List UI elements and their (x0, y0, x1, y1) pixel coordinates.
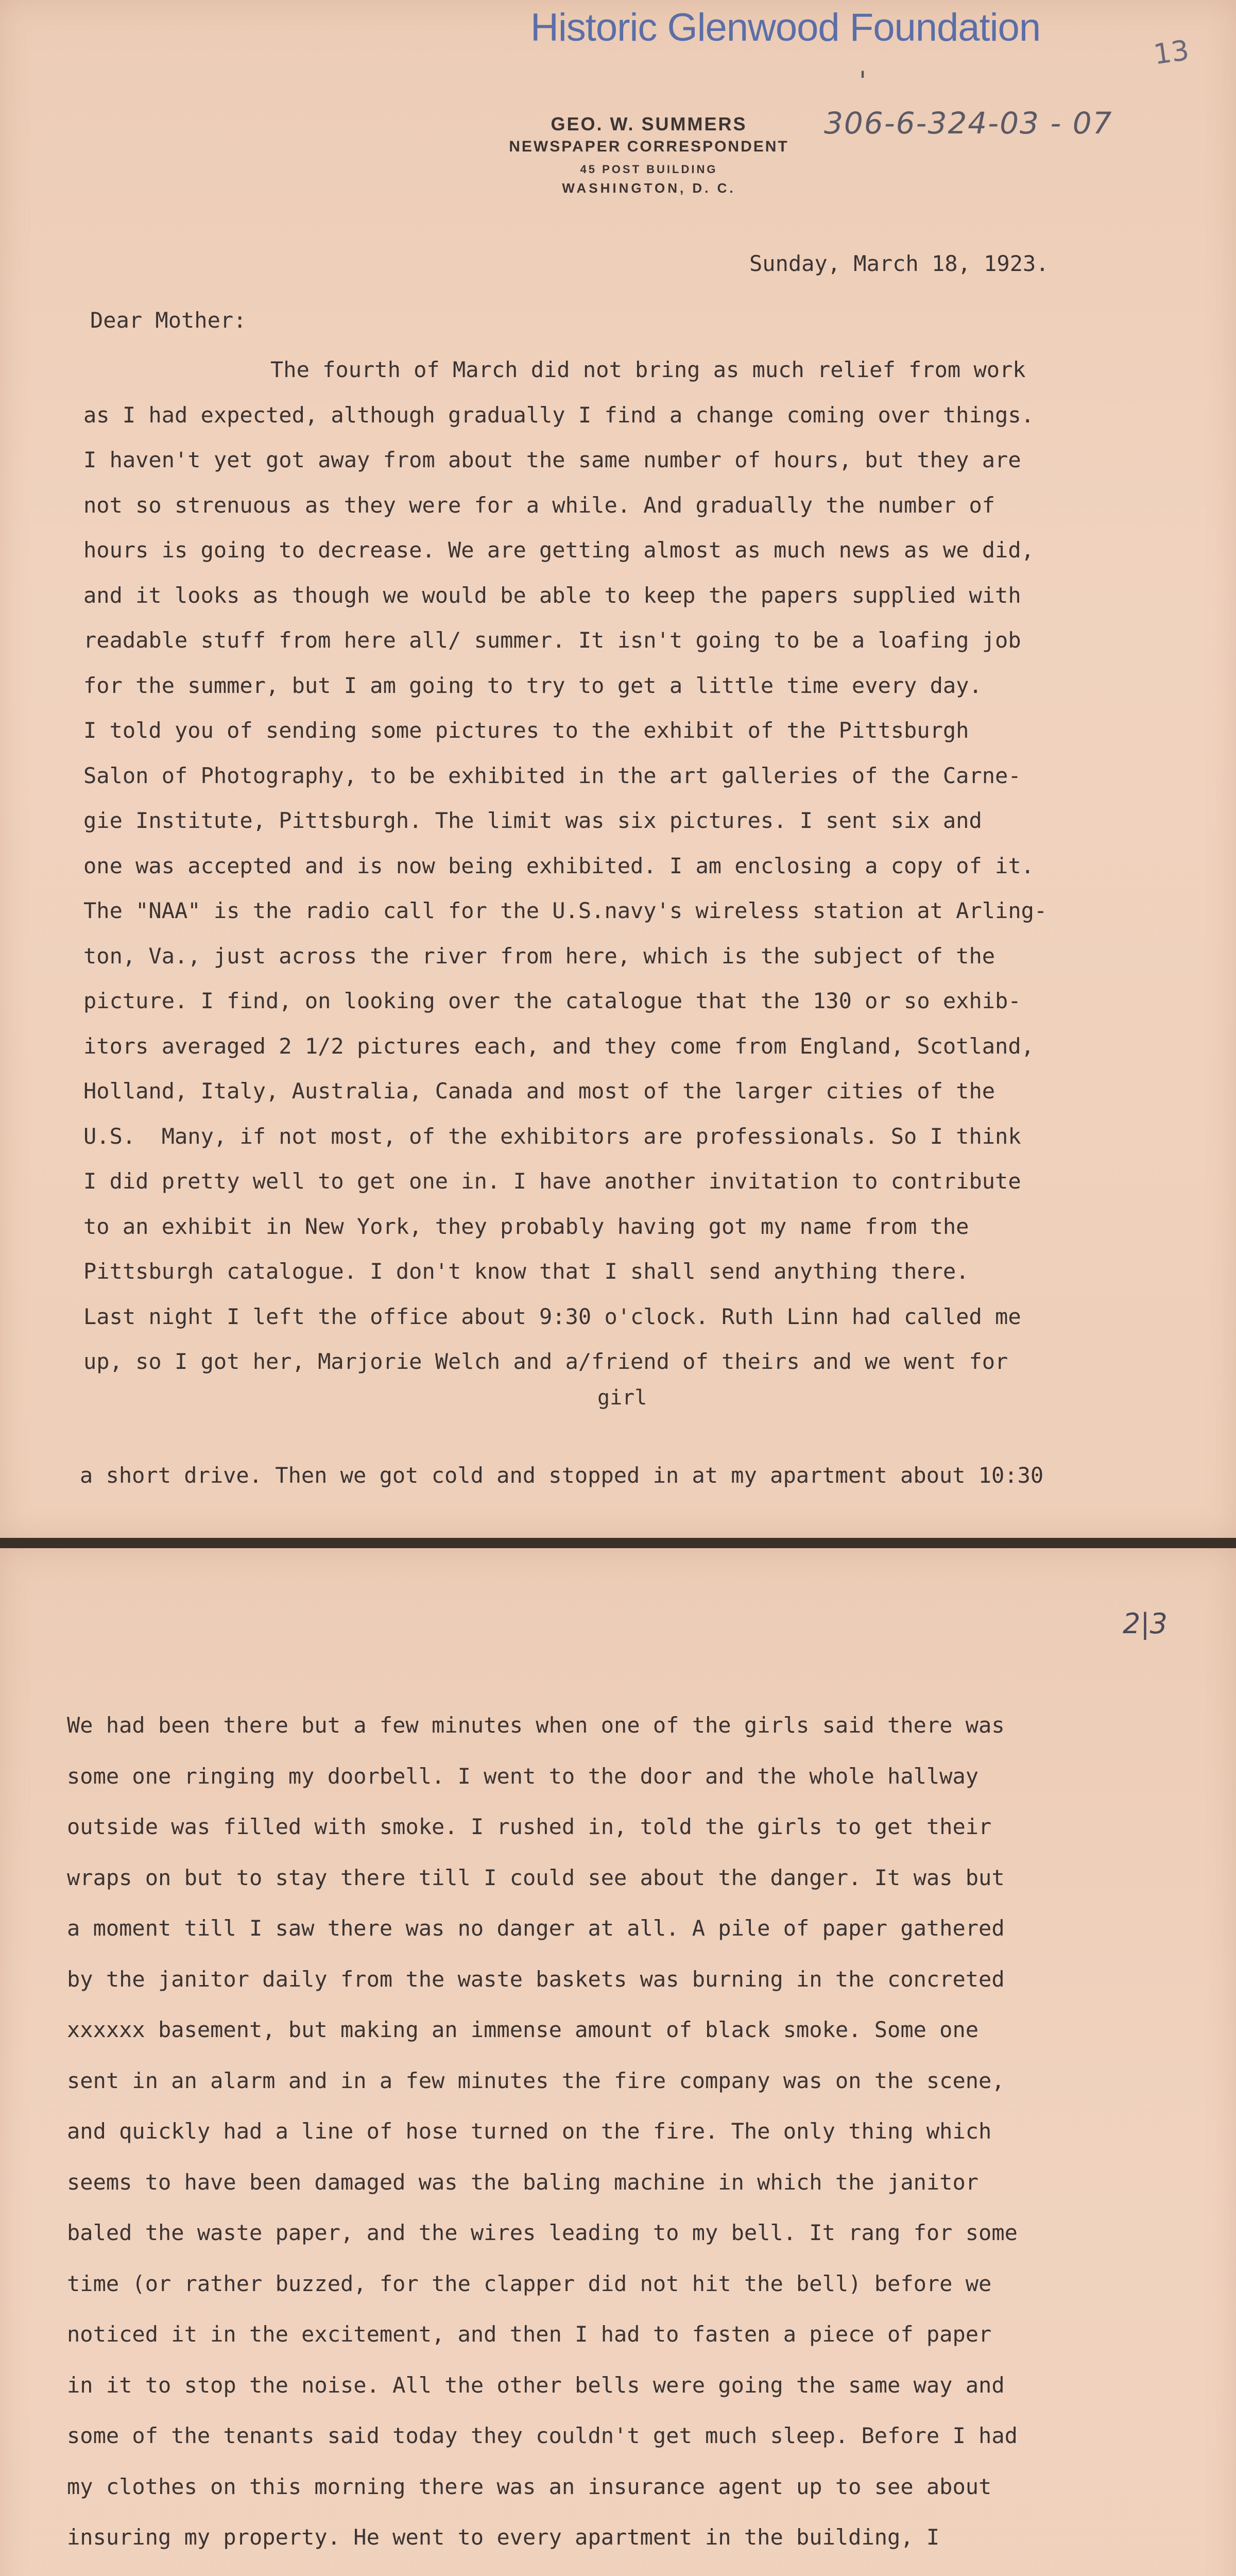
body-line: some one ringing my doorbell. I went to the door and the whole hallway (67, 1763, 979, 1789)
body-line: to an exhibit in New York, they probably having got my name from the (83, 1213, 969, 1239)
body-line: and it looks as though we would be able to keep the papers supplied with (83, 582, 1021, 608)
body-line: sent in an alarm and in a few minutes the fire company was on the scene, (67, 2067, 1005, 2093)
letterhead-name: GEO. W. SUMMERS (551, 113, 747, 134)
body-line: outside was filled with smoke. I rushed in, told the girls to get their (67, 1814, 992, 1839)
body-line: for the summer, but I am going to try to get a little time every day. (83, 672, 982, 698)
body-line: time (or rather buzzed, for the clapper did not hit the bell) before we (67, 2270, 992, 2296)
letter-page-2 (0, 1548, 1236, 2576)
body-line: as I had expected, although gradually I find a change coming over things. (83, 402, 1034, 428)
body-line: The "NAA" is the radio call for the U.S.navy's wireless station at Arling- (83, 898, 1048, 923)
body-line: ton, Va., just across the river from here, which is the subject of the (83, 943, 995, 969)
body-line: gie Institute, Pittsburgh. The limit was six pictures. I sent six and (83, 808, 982, 833)
letterhead (453, 113, 845, 196)
body-line: baled the waste paper, and the wires leading to my bell. It rang for some (67, 2220, 1018, 2245)
body-line: hours is going to decrease. We are getting almost as much news as we did, (83, 537, 1034, 563)
body-line: U.S. Many, if not most, of the exhibitors are professionals. So I think (83, 1123, 1021, 1149)
body-line: picture. I find, on looking over the catalogue that the 130 or so exhib- (83, 988, 1021, 1013)
body-line: a short drive. Then we got cold and stopped in at my apartment about 10:30 (80, 1463, 1044, 1488)
body-line: Salon of Photography, to be exhibited in the art galleries of the Carne- (83, 762, 1021, 788)
body-line: readable stuff from here all/ summer. It isn't going to be a loafing job (83, 628, 1021, 653)
body-line: up, so I got her, Marjorie Welch and a/friend of theirs and we went for (83, 1349, 1008, 1374)
body-line: a moment till I saw there was no danger at all. A pile of paper gathered (67, 1916, 1005, 1941)
letterhead-title: NEWSPAPER CORRESPONDENT (509, 138, 789, 155)
body-line: one was accepted and is now being exhibited. I am enclosing a copy of it. (83, 853, 1034, 878)
body-line: We had been there but a few minutes when one of the girls said there was (67, 1713, 1005, 1738)
letterhead-building: 45 POST BUILDING (580, 163, 718, 176)
folio-number-page-2: 2|3 (1123, 1607, 1168, 1640)
body-line: by the janitor daily from the waste baskets was burning in the concreted (67, 1966, 1005, 1992)
body-line: Holland, Italy, Australia, Canada and most of the larger cities of the (83, 1078, 995, 1104)
pencil-tick-mark: ' (855, 66, 871, 96)
body-line: my clothes on this morning there was an insurance agent up to see about (67, 2473, 992, 2499)
body-line: I did pretty well to get one in. I have another invitation to contribute (83, 1168, 1021, 1194)
body-line: in it to stop the noise. All the other bells were going the same way and (67, 2372, 1005, 2398)
body-line: xxxxxx basement, but making an immense amount of black smoke. Some one (67, 2017, 979, 2042)
body-line: seems to have been damaged was the baling machine in which the janitor (67, 2169, 979, 2195)
body-line: I told you of sending some pictures to the exhibit of the Pittsburgh (83, 718, 969, 743)
body-line: The fourth of March did not bring as much relief from work (270, 357, 1026, 382)
body-line: and quickly had a line of hose turned on the fire. The only thing which (67, 2119, 992, 2144)
catalog-number: 306-6-324-03 - 07 (824, 106, 1113, 141)
body-line: noticed it in the excitement, and then I had to fasten a piece of paper (67, 2321, 992, 2347)
body-line: Pittsburgh catalogue. I don't know that I shall send anything there. (83, 1259, 969, 1284)
salutation: Dear Mother: (90, 308, 247, 333)
page-separator (0, 1538, 1236, 1548)
letter-date: Sunday, March 18, 1923. (749, 251, 1049, 276)
body-line: itors averaged 2 1/2 pictures each, and they come from England, Scotland, (83, 1033, 1034, 1059)
letterhead-city: WASHINGTON, D. C. (562, 180, 736, 196)
body-line: insuring my property. He went to every apartment in the building, I (67, 2524, 940, 2550)
body-line: wraps on but to stay there till I could see about the danger. It was but (67, 1865, 1005, 1890)
body-line: some of the tenants said today they couldn't get much sleep. Before I had (67, 2423, 1018, 2448)
body-line: I haven't yet got away from about the same number of hours, but they are (83, 447, 1021, 472)
foundation-stamp: Historic Glenwood Foundation (530, 6, 1041, 49)
body-line: Last night I left the office about 9:30 o'clock. Ruth Linn had called me (83, 1303, 1021, 1329)
body-line: not so strenuous as they were for a while. And gradually the number of (83, 492, 995, 518)
interlinear-insert: girl (597, 1386, 647, 1410)
folio-number-page-1: 13 (1151, 33, 1191, 71)
